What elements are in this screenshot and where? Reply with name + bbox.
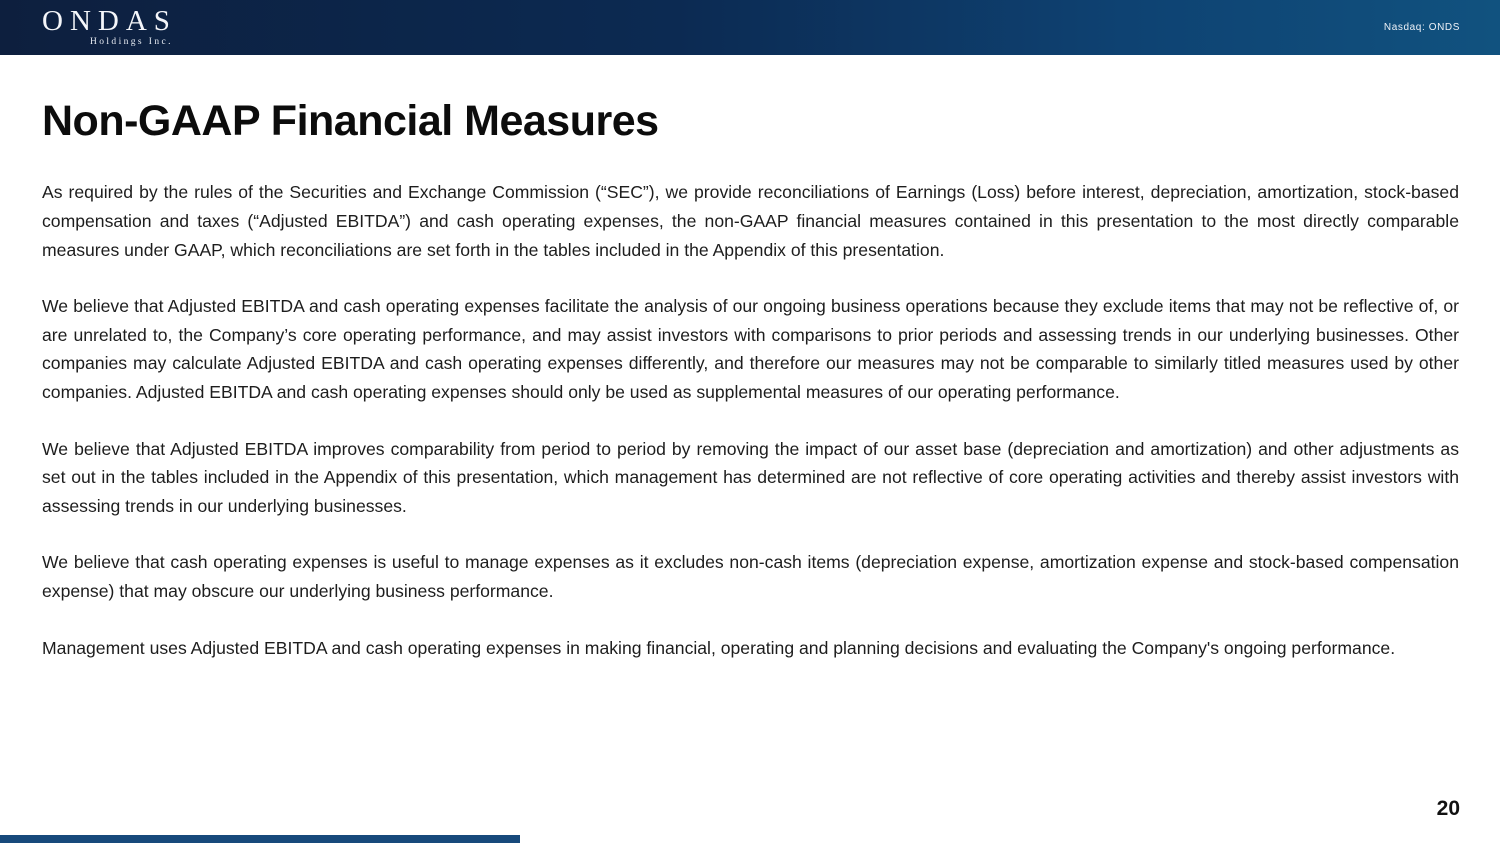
page-number: 20 [1436,797,1460,820]
logo-wordmark: ONDAS [42,5,177,38]
page-title: Non-GAAP Financial Measures [42,97,659,145]
paragraph-management-use: Management uses Adjusted EBITDA and cash operating expenses in making financial, operating and planning decisions and evaluating the Company's ongoing performance. [42,637,1396,658]
paragraph-analysis-benefit: We believe that Adjusted EBITDA and cash operating expenses facilitate the analysis of our ongoing business operations because they exclude items that may not be reflective of, or are unrelated to, the Company’s core operating performance, and may assist investors with comparisons to prior periods and assessing trends in our underlying businesses. Other companies may calculate Adjusted EBITDA and cash operating expenses differently, and therefore our measures may not be comparable to similarly titled measures used by other companies. Adjusted EBITDA and cash operating expenses should only be used as supplemental measures of our operating performance. [42,296,1459,402]
footer-accent-bar [0,835,520,843]
ondas-logo [42,7,177,48]
slide-content [0,55,1500,662]
nasdaq-ticker-label: Nasdaq: ONDS [1383,22,1460,33]
header-bar [0,0,1500,55]
paragraph-comparability: We believe that Adjusted EBITDA improves comparability from period to period by removing the impact of our asset base (depreciation and amortization) and other adjustments as set out in the tables included in the Appendix of this presentation, which management has determined are not reflective of core operating activities and thereby assist investors with assessing trends in our underlying businesses. [42,438,1459,516]
paragraph-cash-operating-expenses: We believe that cash operating expenses is useful to manage expenses as it excludes non-cash items (depreciation expense, amortization expense and stock-based compensation expense) that may obscure our underlying business performance. [42,552,1459,601]
paragraph-sec-reconciliations: As required by the rules of the Securities and Exchange Commission (“SEC”), we provide reconciliations of Earnings (Loss) before interest, depreciation, amortization, stock-based compensation and taxes (“Adjusted EBITDA”) and cash operating expenses, the non-GAAP financial measures contained in this presentation to the most directly comparable measures under GAAP, which reconciliations are set forth in the tables included in the Appendix of this presentation. [42,182,1459,260]
logo-subtitle: Holdings Inc. [89,37,173,48]
body-copy [42,178,1459,662]
